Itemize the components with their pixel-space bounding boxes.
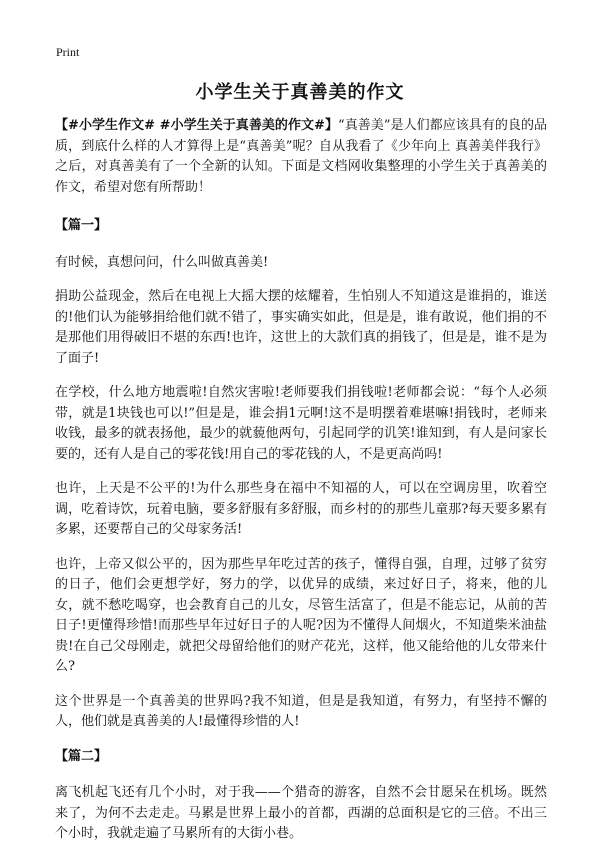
paragraph: 也许，上天是不公平的!为什么那些身在福中不知福的人，可以在空调房里，吹着空调，吃着诗饮，玩着电脑，要多舒服有多舒服，而乡村的的那些儿童那?每天要多累有多累，还要帮自己的父母家务活! — [55, 481, 547, 537]
section-heading-1: 【篇一】 — [55, 218, 108, 233]
intro-paragraph — [55, 116, 547, 198]
print-link[interactable]: Print — [56, 45, 80, 59]
paragraph: 有时候，真想问问，什么叫做真善美! — [55, 254, 269, 270]
paragraph: 这个世界是一个真善美的世界吗?我不知道，但是是我知道，有努力，有坚持不懈的人，他们就是真善美的人!最懂得珍惜的人! — [55, 693, 547, 729]
intro-tag: 【#小学生作文# #小学生关于真善美的作文#】 — [55, 118, 339, 133]
paragraph: 也许，上帝又似公平的，因为那些早年吃过苦的孩子，懂得自强，自理，过够了贫穷的日子，他们会更想学好，努力的学，以优异的成绩，来过好日子，将来，他的儿女，就不愁吃喝穿，也会教育自己的儿女，尽管生活富了，但是不能忘记，从前的苦日子!更懂得珍惜!而那些早年过好日子的人呢?因为不懂得人间烟火，不知道柴米油盐贵!在自己父母刚走，就把父母留给他们的财产花光，这样，他又能给他的儿女带来什么? — [55, 556, 547, 674]
paragraph: 离飞机起飞还有几个小时，对于我——个猎奇的游客，自然不会甘愿呆在机场。既然来了，为何不去走走。马累是世界上最小的首都，西湖的总面积是它的三倍。不出三个小时，我就走遍了马累所有的大街小巷。 — [55, 785, 547, 841]
page-title: 小学生关于真善美的作文 — [195, 82, 405, 103]
article-body — [55, 116, 547, 859]
section-heading-2: 【篇二】 — [55, 748, 108, 764]
paragraph: 捐助公益现金，然后在电视上大摇大摆的炫耀着，生怕别人不知道这是谁捐的，谁送的!他们认为能够捐给他们就不错了，事实确实如此，但是是，谁有敢说，他们捐的不是那他们用得破旧不堪的东西!也许，这世上的大款们真的捐钱了，但是是，谁不是为了面子! — [55, 289, 547, 366]
paragraph: 在学校，什么地方地震啦!自然灾害啦!老师要我们捐钱啦!老师都会说：“每个人必须带，就是1块钱也可以!”但是是，谁会捐1元啊!这不是明摆着难堪嘛!捐钱时，老师来收钱，最多的就表扬他，最少的就藐他两句，引起同学的讥笑!谁知到，有人是问家长要的，还有人是自己的零花钱!用自己的零花钱的人，不是更高尚吗! — [55, 385, 547, 462]
intro-text: “真善美”是人们都应该具有的良的品质，到底什么样的人才算得上是“真善美”呢？自从我看了《少年向上 真善美伴我行》之后，对真善美有了一个全新的认知。下面是文档网收集整理的小学生关于真善美的作文，希望对您有所帮助！ — [55, 118, 547, 195]
